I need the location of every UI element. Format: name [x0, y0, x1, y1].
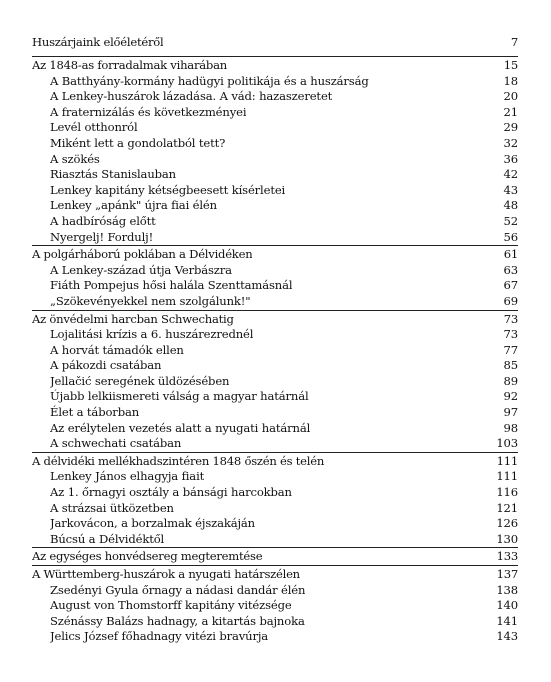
toc-entry [32, 501, 518, 517]
toc-section-heading [32, 58, 518, 74]
toc-page-number: 52 [503, 213, 518, 228]
toc-entry [32, 136, 518, 152]
toc-entry [32, 532, 518, 548]
toc-page-number: 116 [496, 485, 518, 500]
toc-entry-title: A Batthyány-kormány hadügyi politikája és a huszárság [50, 73, 369, 88]
toc-entry [32, 405, 518, 421]
toc-page-number: 18 [503, 73, 518, 88]
toc-page-number: 141 [496, 613, 518, 628]
toc-entry [32, 167, 518, 183]
toc-section-heading [32, 31, 518, 53]
toc-entry [32, 374, 518, 390]
toc-entry [32, 214, 518, 230]
toc-page-number: 43 [503, 182, 518, 197]
toc-section-title: Az egységes honvédsereg megteremtése [32, 549, 263, 564]
toc-section-title: A polgárháború poklában a Délvidéken [32, 247, 253, 262]
toc-section-title: Huszárjaink előéletéről [32, 35, 164, 49]
toc-entry-title: A Lenkey-század útja Verbászra [50, 262, 232, 277]
toc-page-number: 77 [503, 342, 518, 357]
toc-page-number: 130 [496, 531, 518, 546]
toc-page-number: 111 [496, 453, 518, 468]
toc-page-number: 21 [503, 104, 518, 119]
toc-page-number: 36 [503, 151, 518, 166]
toc-page-number: 7 [510, 35, 518, 49]
toc-entry-title: A fraternizálás és következményei [50, 104, 247, 119]
toc-entry-title: Az 1. őrnagyi osztály a bánsági harcokban [50, 485, 292, 500]
toc-page-number: 63 [503, 262, 518, 277]
toc-section [32, 31, 518, 53]
toc-entry-title: A strázsai ütközetben [50, 500, 174, 515]
toc-page-number: 56 [503, 229, 518, 244]
toc-page-number: 133 [496, 549, 518, 564]
toc-entry-title: Élet a táborban [50, 405, 140, 420]
toc-entry [32, 583, 518, 599]
toc-entry-title: Búcsú a Délvidéktől [50, 531, 165, 546]
toc-entry-title: Levél otthonról [50, 120, 138, 135]
toc-page-number: 92 [503, 389, 518, 404]
toc-section-title: A Württemberg-huszárok a nyugati határszélen [32, 567, 300, 581]
toc-entry-title: A schwechati csatában [50, 436, 182, 451]
toc-page-number: 140 [496, 598, 518, 613]
toc-entry-title: Lenkey János elhagyja fiait [50, 469, 205, 484]
toc-page-number: 98 [503, 420, 518, 435]
toc-entry-title: Lenkey „apánk" újra fiai élén [50, 198, 217, 213]
toc-entry [32, 469, 518, 485]
toc-entry [32, 436, 518, 452]
toc-entry-title: Jellačić seregének üldözésében [50, 373, 230, 388]
toc-section-title: Az 1848-as forradalmak viharában [32, 58, 227, 72]
toc-page-number: 48 [503, 198, 518, 213]
toc-page-number: 73 [503, 311, 518, 326]
toc-entry [32, 343, 518, 359]
toc-page-number: 137 [496, 567, 518, 581]
toc-entry-title: Lojalitási krízis a 6. huszárezrednél [50, 327, 254, 342]
toc-page-number: 89 [503, 373, 518, 388]
toc-page-number: 20 [503, 89, 518, 104]
toc-section [32, 56, 518, 245]
toc-page-number: 73 [503, 327, 518, 342]
toc-entry [32, 614, 518, 630]
toc-section-heading [32, 247, 518, 263]
toc-page-number: 15 [503, 58, 518, 72]
toc-entry-title: A szökés [50, 151, 100, 166]
toc-section [32, 310, 518, 452]
toc-section-heading [32, 454, 518, 470]
toc-entry-title: Az erélytelen vezetés alatt a nyugati határnál [50, 420, 311, 435]
toc-entry [32, 485, 518, 501]
toc-page-number: 138 [496, 582, 518, 597]
toc-entry-title: Jelics József főhadnagy vitézi bravúrja [50, 629, 269, 644]
toc-section [32, 452, 518, 548]
toc-section-heading [32, 312, 518, 328]
toc-page-number: 29 [503, 120, 518, 135]
toc-entry [32, 183, 518, 199]
toc-page-number: 61 [503, 247, 518, 262]
toc-entry-title: Újabb lelkiismereti válság a magyar határnál [50, 389, 309, 404]
toc-entry-title: Nyergelj! Fordulj! [50, 229, 154, 244]
toc-entry-title: A pákozdi csatában [50, 358, 162, 373]
toc-entry-title: Fiáth Pompejus hősi halála Szenttamásnál [50, 278, 293, 293]
toc-page-number: 69 [503, 293, 518, 308]
toc-entry [32, 294, 518, 310]
toc-section [32, 547, 518, 565]
table-of-contents [32, 30, 518, 645]
toc-entry-title: Jarkovácon, a borzalmak éjszakáján [50, 516, 256, 531]
toc-entry-title: Riasztás Stanislauban [50, 167, 176, 182]
toc-entry [32, 327, 518, 343]
toc-entry-title: Miként lett a gondolatból tett? [50, 135, 226, 150]
toc-page-number: 32 [503, 135, 518, 150]
toc-entry [32, 105, 518, 121]
toc-page-number: 126 [496, 516, 518, 531]
toc-entry-title: A horvát támadók ellen [50, 342, 184, 357]
toc-section-heading [32, 549, 518, 565]
toc-page-number: 42 [503, 167, 518, 182]
toc-entry [32, 152, 518, 168]
toc-entry-title: Zsedényi Gyula őrnagy a nádasi dandár élén [50, 582, 306, 597]
toc-entry [32, 120, 518, 136]
toc-entry-title: A Lenkey-huszárok lázadása. A vád: hazaszeretet [50, 89, 333, 104]
toc-entry [32, 263, 518, 279]
toc-section-title: A délvidéki mellékhadszintéren 1848 őszén és telén [32, 453, 325, 468]
toc-section-heading [32, 567, 518, 583]
toc-entry-title: A hadbíróság előtt [50, 213, 156, 228]
toc-entry [32, 516, 518, 532]
toc-section [32, 245, 518, 309]
toc-page-number: 85 [503, 358, 518, 373]
toc-entry [32, 389, 518, 405]
toc-page-number: 143 [496, 629, 518, 644]
toc-entry-title: Lenkey kapitány kétségbeesett kísérletei [50, 182, 286, 197]
toc-entry [32, 358, 518, 374]
toc-page-number: 103 [496, 436, 518, 451]
toc-entry-title: „Szökevényekkel nem szolgálunk!" [50, 293, 251, 308]
toc-entry [32, 278, 518, 294]
toc-entry [32, 598, 518, 614]
toc-entry [32, 421, 518, 437]
toc-page-number: 97 [503, 405, 518, 420]
toc-page-number: 111 [496, 469, 518, 484]
toc-entry [32, 629, 518, 645]
toc-entry-title: August von Thomstorff kapitány vitézsége [50, 598, 292, 613]
toc-page-number: 121 [496, 500, 518, 515]
toc-entry-title: Szénássy Balázs hadnagy, a kitartás bajnoka [50, 613, 305, 628]
toc-entry [32, 230, 518, 246]
toc-entry [32, 89, 518, 105]
toc-section-title: Az önvédelmi harcban Schwechatig [32, 311, 234, 326]
toc-section [32, 565, 518, 645]
toc-entry [32, 198, 518, 214]
toc-entry [32, 74, 518, 90]
toc-page-number: 67 [503, 278, 518, 293]
